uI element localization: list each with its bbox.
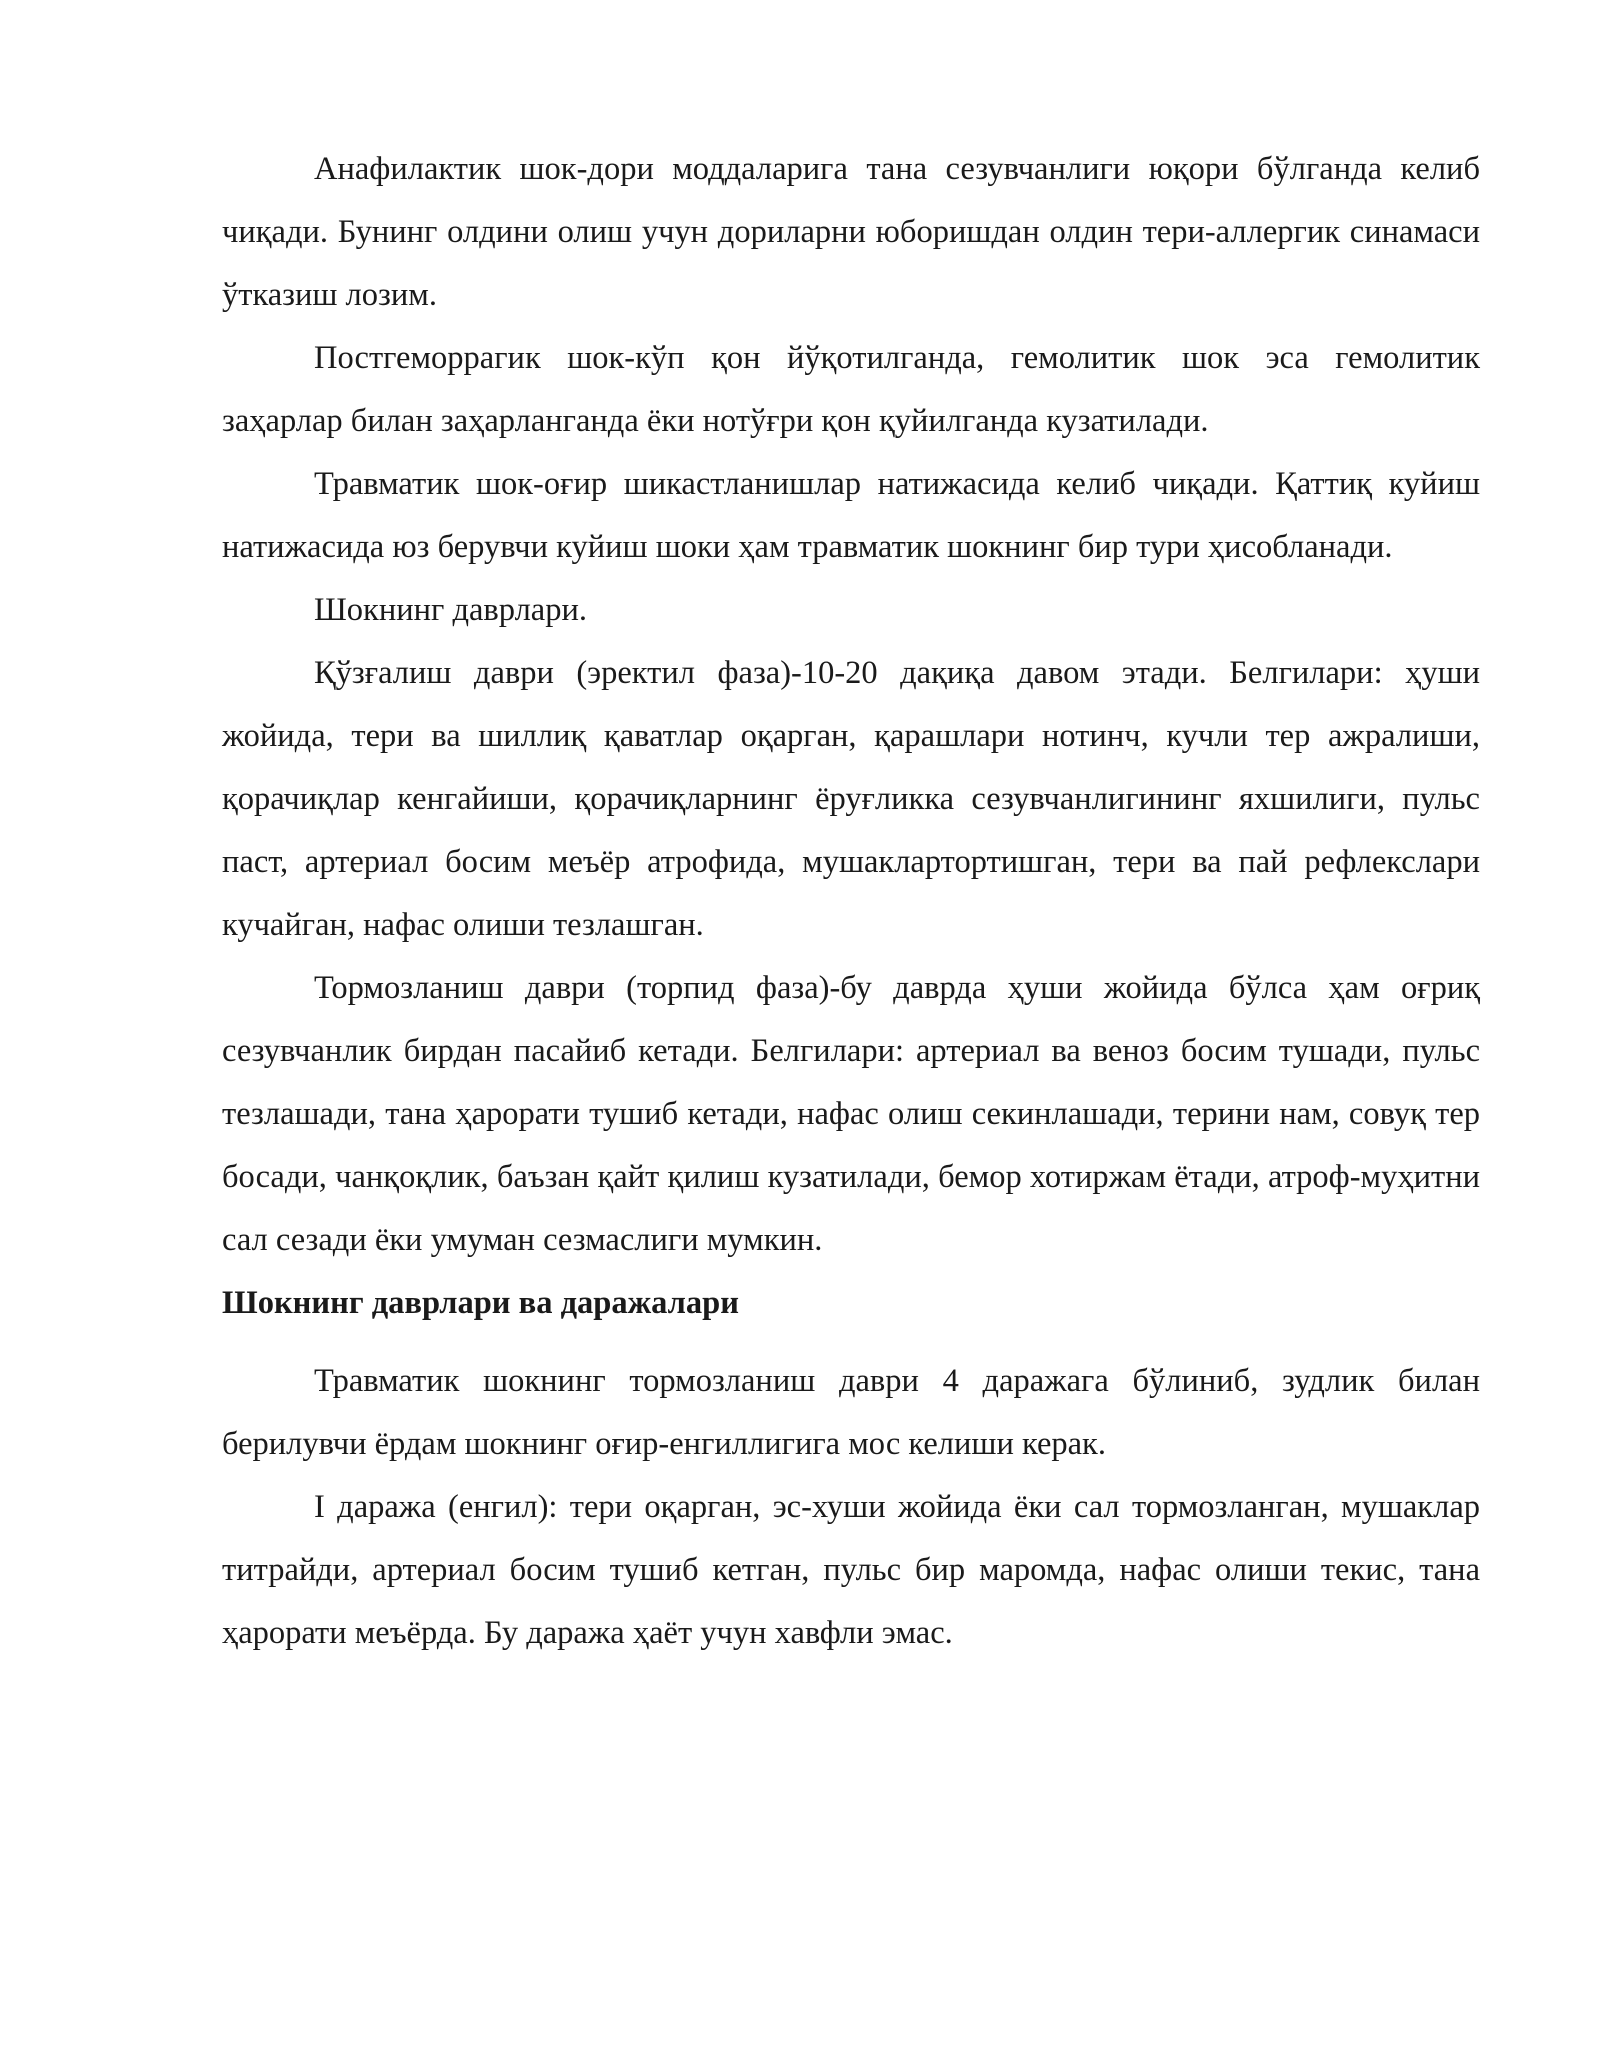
paragraph-shock-phases: Шокнинг даврлари.	[314, 592, 587, 628]
section-heading: Шокнинг даврлари ва даражалари	[222, 1285, 739, 1321]
paragraph-erectile-phase: Қўзғалиш даври (эректил фаза)-10-20 дақиқа давом этади. Белгилари: ҳуши жойида, тери ва шиллиқ қаватлар оқарган, қарашлари нотинч, кучли тер ажралиши, қорачиқлар кенгайиши, қорачиқларнинг ёруғликка сезувчанлигининг яхшилиги, пульс паст, артериал босим меъёр атрофида, мушаклартортишган, тери ва пай рефлекслари кучайган, нафас олиши тезлашган.	[222, 655, 1480, 943]
paragraph-hemorrhagic-shock: Постгеморрагик шок-кўп қон йўқотилганда, гемолитик шок эса гемолитик заҳарлар билан заҳарланганда ёки нотўғри қон қуйилганда кузатилади.	[222, 340, 1480, 439]
paragraph-torpid-phase: Тормозланиш даври (торпид фаза)-бу даврда ҳуши жойида бўлса ҳам оғриқ сезувчанлик бирдан пасайиб кетади. Белгилари: артериал ва веноз босим тушади, пульс тезлашади, тана ҳарорати тушиб кетади, нафас олиш секинлашади, терини нам, совуқ тер босади, чанқоқлик, баъзан қайт қилиш кузатилади, бемор хотиржам ётади, атроф-муҳитни сал сезади ёки умуман сезмаслиги мумкин.	[222, 970, 1480, 1258]
paragraph-anaphylactic-shock: Анафилактик шок-дори моддаларига тана сезувчанлиги юқори бўлганда келиб чиқади. Бунинг олдини олиш учун дориларни юборишдан олдин тери-аллергик синамаси ўтказиш лозим.	[222, 151, 1480, 313]
document-page	[222, 138, 1480, 1665]
paragraph-traumatic-shock: Травматик шок-оғир шикастланишлар натижасида келиб чиқади. Қаттиқ куйиш натижасида юз берувчи куйиш шоки ҳам травматик шокнинг бир тури ҳисобланади.	[222, 466, 1480, 565]
paragraph-degree-one: I даража (енгил): тери оқарган, эс-хуши жойида ёки сал тормозланган, мушаклар титрайди, артериал босим тушиб кетган, пульс бир маромда, нафас олиши текис, тана ҳарорати меъёрда. Бу даража ҳаёт учун хавфли эмас.	[222, 1489, 1480, 1651]
paragraph-degrees-intro: Травматик шокнинг тормозланиш даври 4 даражага бўлиниб, зудлик билан берилувчи ёрдам шокнинг оғир-енгиллигига мос келиши керак.	[222, 1363, 1480, 1462]
